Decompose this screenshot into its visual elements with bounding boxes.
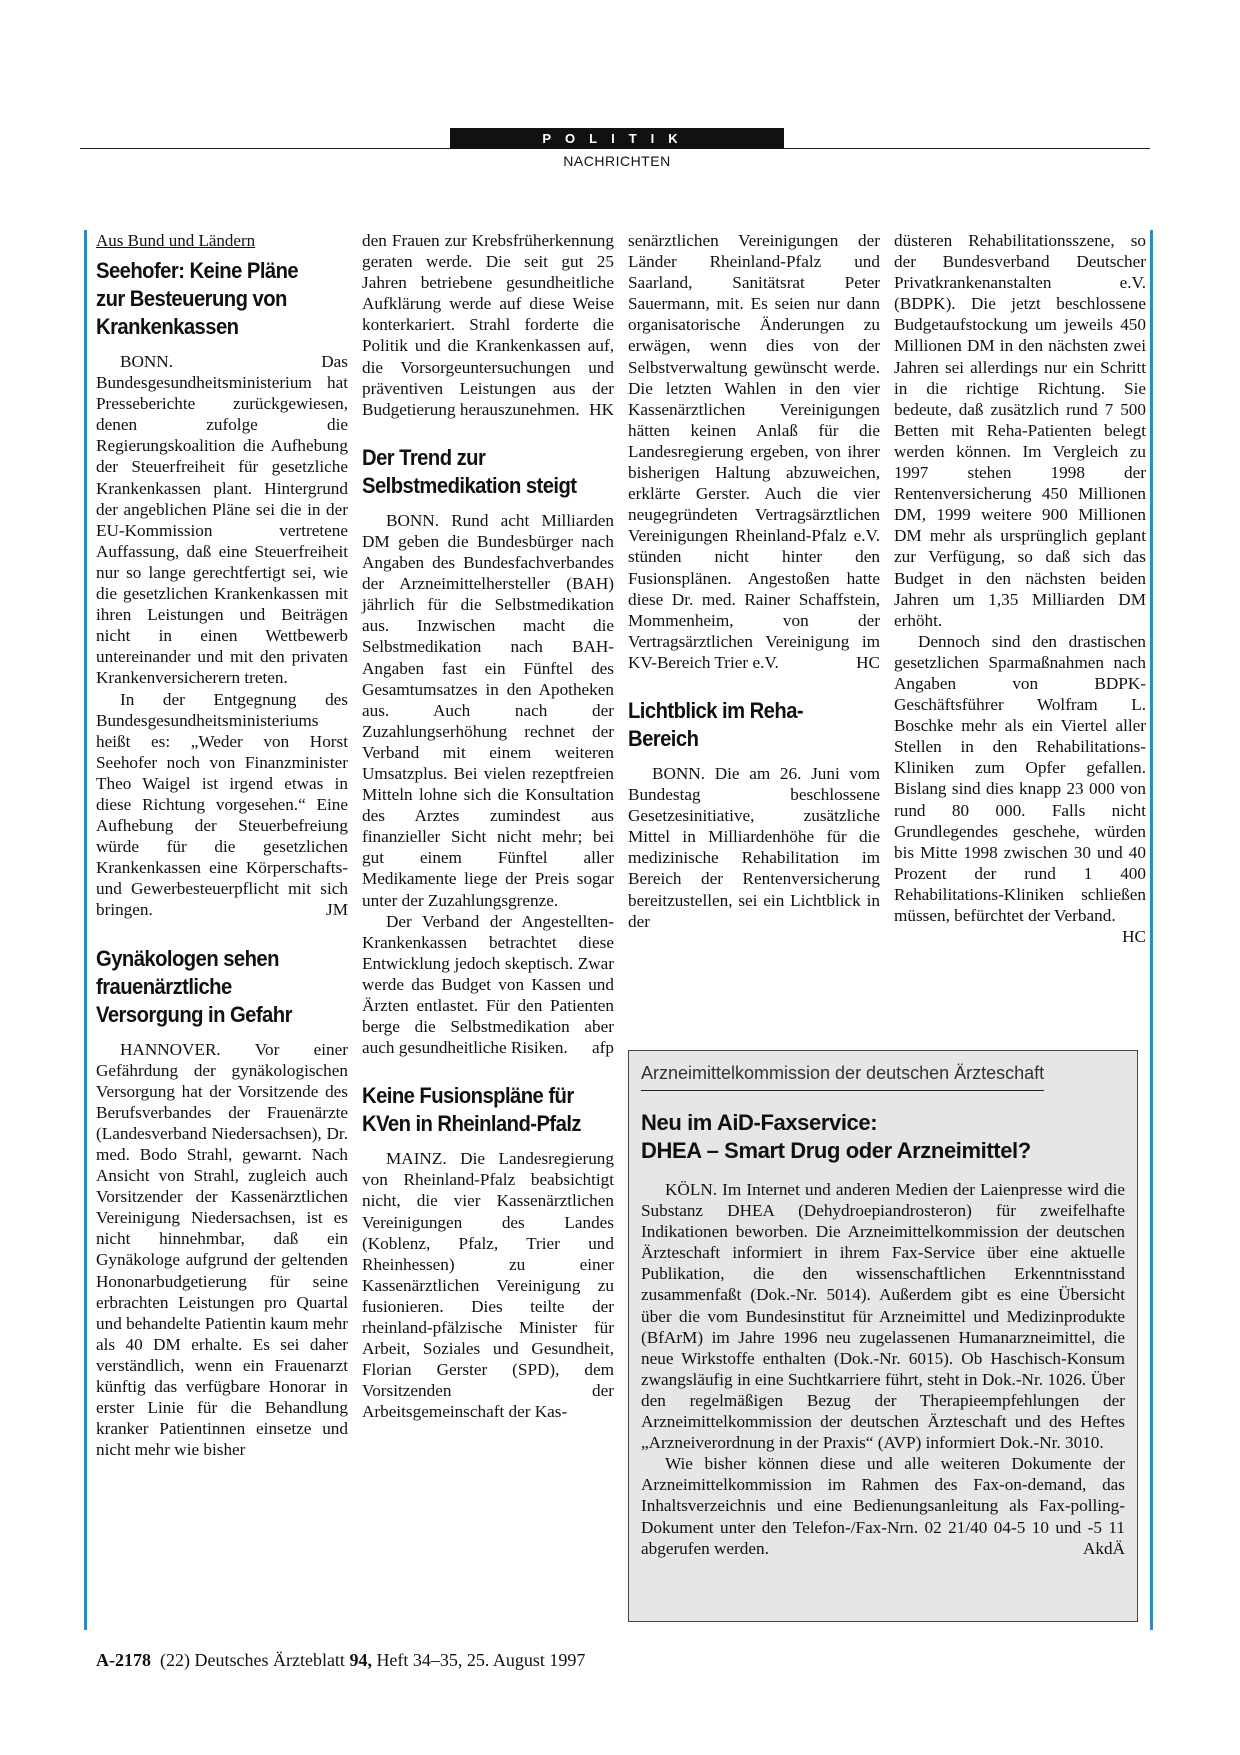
headline-seehofer: Seehofer: Keine Pläne zur Besteuerung von Krankenkassen bbox=[96, 258, 299, 339]
article-paragraph: BONN. Das Bundesgesundheitsministerium hat Presseberichte zurückgewiesen, denen zufolge die Regierungskoalition die Aufhebung der Steuerfreiheit für gesetzliche Krankenkassen plant. Hintergrund der angeblichen Pläne sei die in der EU-Kommission vertretene Auffassung, daß eine Steuerfreiheit nur so lange gerechtfertigt sei, wie die gesetzlichen Krankenkassen mit ihren Leistungen und Beiträgen nicht in einen Wettbewerb untereinander und mit den privaten Krankenversicherern treten. bbox=[96, 352, 348, 688]
author-signature: HC bbox=[1122, 927, 1146, 947]
info-box bbox=[628, 1050, 1138, 1622]
author-signature: JM bbox=[326, 900, 348, 920]
headline-fusionsplaene: Keine Fusionspläne für KVen in Rheinland-Pfalz bbox=[362, 1083, 581, 1137]
box-rail bbox=[1150, 1050, 1153, 1630]
author-signature: afp bbox=[592, 1038, 614, 1058]
column-3 bbox=[628, 230, 880, 932]
box-paragraph: KÖLN. Im Internet und anderen Medien der Laienpresse wird die Substanz DHEA (Dehydroepiandrosteron) für zweifelhafte Indikationen beworben. Die Arzneimittelkommission der deutschen Ärzteschaft informiert in ihrem Fax-Service über eine aktuelle Publikation, die den wissenschaftlichen Erkenntnisstand zusammenfaßt (Dok.-Nr. 5014). Außerdem gibt es eine Übersicht über die vom Bundesinstitut für Arzneimittel und Medizinprodukte (BfArM) im Jahre 1996 neu zugelassenen Humanarzneimittel, die neue Wirkstoffe enthalten (Dok.-Nr. 6015). Ob Haschisch-Konsum zwangsläufig in eine Suchtkarriere führt, steht in Dok.-Nr. 1026. Über den regelmäßigen Bezug der Therapieempfehlungen der Arzneimittelkommission der deutschen Ärzteschaft und des Heftes „Arzneiverordnung in der Praxis“ (AVP) informiert Dok.-Nr. 3010. bbox=[641, 1180, 1125, 1453]
author-signature: HK bbox=[589, 399, 614, 419]
headline-lichtblick: Lichtblick im Reha-Bereich bbox=[628, 697, 804, 751]
volume-number: 94, bbox=[349, 1650, 372, 1670]
box-headline-line-2: DHEA – Smart Drug oder Arzneimittel? bbox=[641, 1138, 1031, 1163]
issue-details: Heft 34–35, 25. August 1997 bbox=[376, 1650, 586, 1670]
article-paragraph: düsteren Rehabilitationsszene, so der Bundesverband Deutscher Privatkrankenanstalten e.V. (BDPK). Die jetzt beschlossene Budgetaufstockung um jeweils 450 Millionen DM in den nächsten zwei Jahren sei allerdings nur ein Schritt in die richtige Richtung. Sie bedeute, daß zusätzlich rund 7 500 Betten mit Reha-Patienten belegt werden können. Im Vergleich zu 1997 stehen 1998 der Rentenversicherung 450 Millionen DM, 1999 weitere 900 Millionen DM mehr als ursprünglich geplant zur Verfügung, so daß sich das Budget in den nächsten beiden Jahren um 1,35 Milliarden DM erhöht. bbox=[894, 231, 1146, 630]
issue-label: (22) Deutsches Ärzteblatt bbox=[160, 1650, 345, 1670]
box-kicker: Arzneimittelkommission der deutschen Ärzteschaft bbox=[641, 1063, 1044, 1091]
article-paragraph: HANNOVER. Vor einer Gefährdung der gynäkologischen Versorgung hat der Vorsitzende des Berufsverbandes der Frauenärzte (Landesverband Niedersachsen), Dr. med. Bodo Strahl, gewarnt. Nach Ansicht von Strahl, zugleich auch Vorsitzender der Kassenärztlichen Vereinigung Niedersachsen, ist es nicht hinnehmbar, daß ein Gynäkologe aufgrund der geltenden Hononarbudgetierung für seine erbrachten Leistungen pro Quartal und behandelte Patientin kaum mehr als 40 DM erhalte. Es sei daher verständlich, wenn ein Frauenarzt künftig das verfügbare Honorar in erster Linie für die Behandlung kranker Patientinnen einsetze und nicht mehr wie bisher bbox=[96, 1039, 349, 1460]
article-paragraph: senärztlichen Vereinigungen der Länder Rheinland-Pfalz und Saarland, Sanitätsrat Peter Sauermann, mit. Es seien nur dann organisatorische Änderungen zu erwägen, wenn dies von der Selbstverwaltung gewünscht werde. Die letzten Wahlen in den vier Kassenärztlichen Vereinigungen hätten keinen Anlaß für die Landesregierung ergeben, von ihrer bisherigen Haltung abzuweichen, erklärte Gerster. Auch die vier neugegründeten Vertragsärztlichen Vereinigungen Rheinland-Pfalz e.V. stünden nicht hinter den Fusionsplänen. Angestoßen hatte diese Dr. med. Rainer Schaffstein, Mommenheim, von der Vertragsärztlichen Vereinigung im KV-Bereich Trier e.V. HC bbox=[628, 231, 880, 672]
subsection-label: NACHRICHTEN bbox=[563, 153, 671, 169]
column-1 bbox=[96, 230, 348, 1460]
article-paragraph: BONN. Die am 26. Juni vom Bundestag beschlossene Gesetzesinitiative, zusätzliche Mittel in Milliardenhöhe für die medizinische Rehabilitation im Bereich der Rentenversicherung bereitzustellen, sei ein Lichtblick in der bbox=[628, 763, 880, 931]
article-paragraph: Dennoch sind den drastischen gesetzlichen Sparmaßnahmen nach Angaben von BDPK-Geschäftsführer Wolfram L. Boschke mehr als ein Viertel aller Stellen in den Rehabilitations-Kliniken zum Opfer gefallen. Bislang sind dies knapp 23 000 von rund 80 000. Falls nicht Grundlegendes geschehe, würden bis Mitte 1998 zwischen 30 und 40 Prozent der rund 1 400 Rehabilitations-Kliniken schließen müssen, befürchtet der Verband. HC bbox=[894, 631, 1146, 947]
right-rail bbox=[1150, 230, 1153, 1050]
author-signature: HC bbox=[856, 652, 880, 672]
box-headline bbox=[641, 1109, 1125, 1165]
section-label: POLITIK bbox=[450, 128, 784, 149]
author-signature: AkdÄ bbox=[1082, 1538, 1125, 1558]
column-4 bbox=[894, 230, 1146, 947]
page-number: A-2178 bbox=[96, 1650, 151, 1670]
article-paragraph: In der Entgegnung des Bundesgesundheitsministeriums heißt es: „Weder von Horst Seehofer noch von Finanzminister Theo Waigel ist irgend etwas in diese Richtung vorgesehen.“ Eine Aufhebung der Steuerbefreiung würde für die gesetzlichen Krankenkassen eine Körperschafts- und Gewerbesteuerpflicht mit sich bringen. JM bbox=[96, 689, 348, 920]
headline-gynaekologen: Gynäkologen sehen frauenärztliche Versorgung in Gefahr bbox=[96, 945, 292, 1027]
left-rail bbox=[84, 230, 87, 1630]
section-kicker: Aus Bund und Ländern bbox=[96, 231, 256, 250]
page-footer bbox=[96, 1650, 585, 1671]
box-headline-line-1: Neu im AiD-Faxservice: bbox=[641, 1110, 878, 1135]
box-paragraph: Wie bisher können diese und alle weiteren Dokumente der Arzneimittelkommission im Rahmen des Fax-on-demand, das Inhaltsverzeichnis und eine Bedienungsanleitung als Fax-polling-Dokument unter den Telefon-/Fax-Nrn. 02 21/40 04-5 10 und -5 11 abgerufen werden. AkdÄ bbox=[641, 1454, 1125, 1558]
article-paragraph: MAINZ. Die Landesregierung von Rheinland-Pfalz beabsichtigt nicht, die vier Kassenärztlichen Vereinigungen des Landes (Koblenz, Pfalz, Trier und Rheinhessen) zu einer Kassenärztlichen Vereinigung zu fusionieren. Dies teilte der rheinland-pfälzische Minister für Arbeit, Soziales und Gesundheit, Florian Gerster (SPD), dem Vorsitzenden der Arbeitsgemeinschaft der Kas- bbox=[362, 1149, 614, 1422]
column-2 bbox=[362, 230, 614, 1423]
article-paragraph: BONN. Rund acht Milliarden DM geben die Bundesbürger nach Angaben des Bundesfachverbandes der Arzneimittelhersteller (BAH) jährlich für die Selbstmedikation aus. Inzwischen macht die Selbstmedikation nach BAH-Angaben fast ein Fünftel des Gesamtumsatzes in den Apotheken aus. Auch nach der Zuzahlungserhöhung rechnet der Verband mit einem weiteren Umsatzplus. Bei vielen rezeptfreien Mitteln lohne sich die Konsultation des Arztes zumindest aus finanzieller Sicht nicht mehr; bei gut einem Fünftel aller Medikamente liege der Preis sogar unter der Zuzahlungsgrenze. bbox=[362, 510, 614, 910]
headline-selbstmedikation: Der Trend zur Selbstmedikation steigt bbox=[362, 444, 577, 498]
article-paragraph: Der Verband der Angestellten-Krankenkassen betrachtet diese Entwicklung jedoch skeptisch. Zwar werde das Budget von Kassen und Ärzten entlastet. Für den Patienten berge die Selbstmedikation aber auch gesundheitliche Risiken. afp bbox=[362, 911, 614, 1058]
article-paragraph: den Frauen zur Krebsfrüherkennung geraten werde. Die seit gut 25 Jahren betriebene gesundheitliche Aufklärung werde auf diese Weise konterkariert. Strahl forderte die Politik und die Krankenkassen auf, die Vorsorgeuntersuchungen und präventiven Leistungen aus der Budgetierung herauszunehmen. HK bbox=[362, 231, 614, 419]
